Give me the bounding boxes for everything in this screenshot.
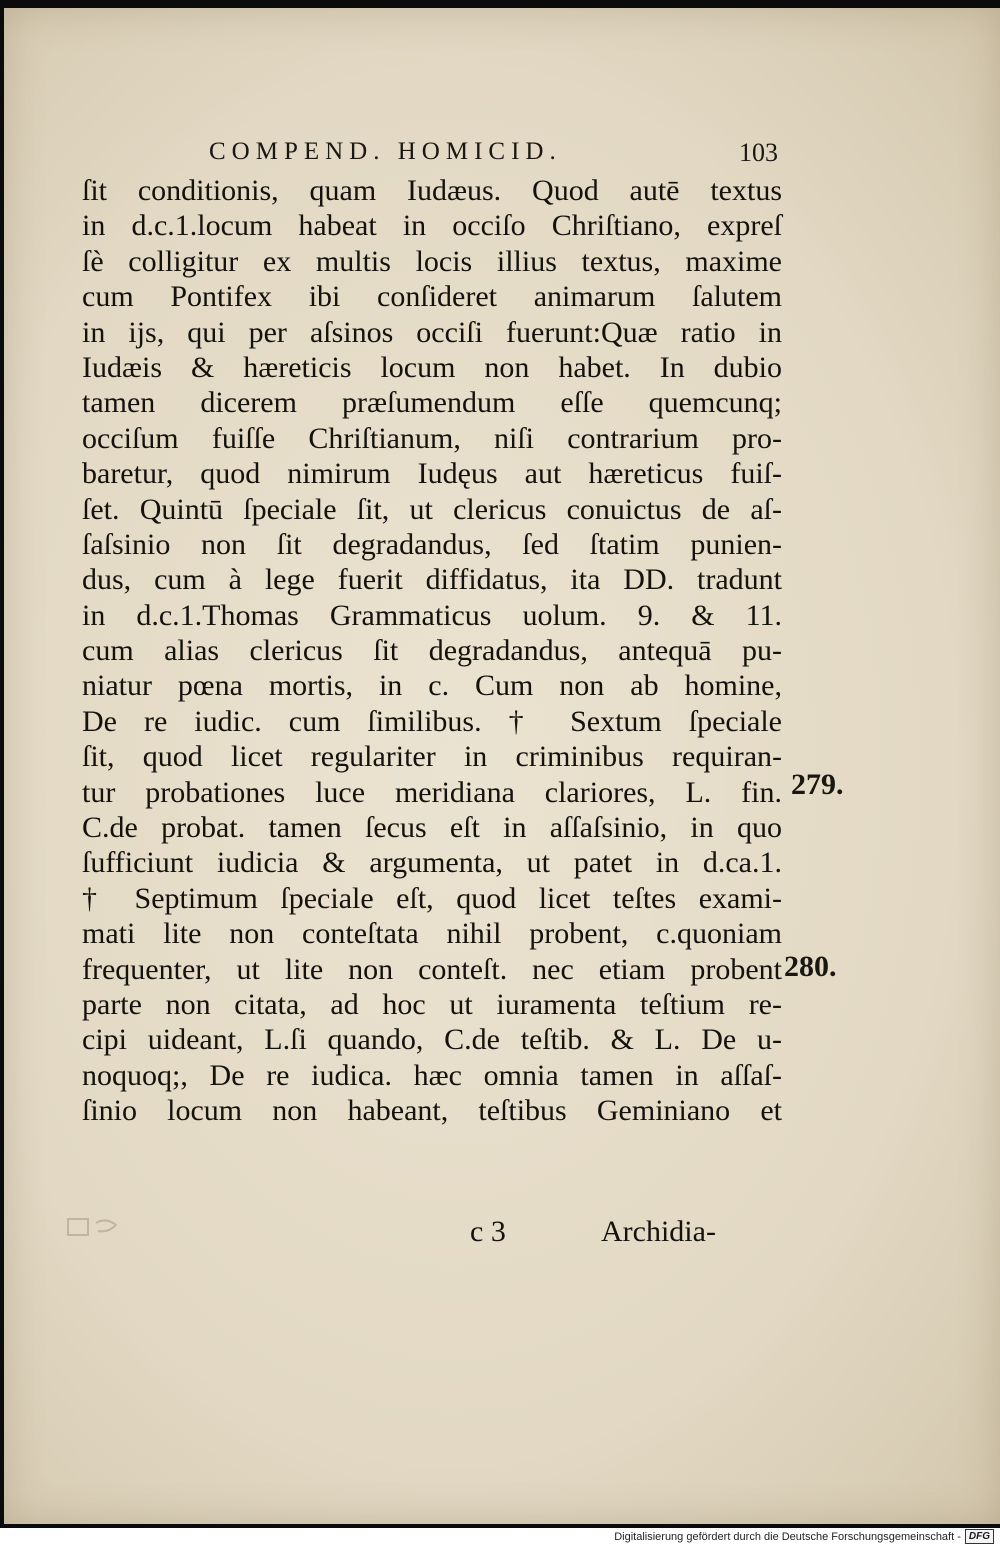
text-line: cum alias clericus ſit degradandus, antequā pu- — [82, 634, 782, 668]
text-line: ſè colligitur ex multis locis illius textus, maxime — [82, 244, 782, 278]
text-line: Iudæis & hæreticis locum non habet. In dubio — [82, 350, 782, 384]
text-line: tamen dicerem præſumendum eſſe quemcunq; — [82, 386, 782, 420]
book-page — [4, 8, 1000, 1524]
text-line: ſaſsinio non ſit degradandus, ſed ſtatim punien- — [82, 527, 782, 561]
text-line: cum Pontifex ibi conſideret animarum ſalutem — [82, 280, 782, 314]
text-line: in d.c.1.locum habeat in occiſo Chriſtiano, expreſ — [82, 209, 782, 243]
text-line: De re iudic. cum ſimilibus. † Sextum ſpeciale — [82, 704, 782, 738]
credit-text: Digitalisierung gefördert durch die Deutsche Forschungsgemeinschaft - — [614, 1530, 961, 1543]
text-line: mati lite non conteſtata nihil probent, c.quoniam — [82, 917, 782, 951]
marginal-note: 280. — [784, 950, 837, 983]
text-line: in d.c.1.Thomas Grammaticus uolum. 9. & 11. — [82, 598, 782, 632]
dfg-logo-icon: DFG — [965, 1529, 994, 1544]
faded-stamp-mark — [66, 1213, 126, 1241]
text-line: ſit conditionis, quam Iudæus. Quod autē textus — [82, 174, 782, 207]
text-line: dus, cum à lege fuerit diffidatus, ita DD. tradunt — [82, 563, 782, 597]
text-line: occiſum fuiſſe Chriſtianum, niſi contrarium pro- — [82, 421, 782, 455]
page-number: 103 — [739, 138, 778, 167]
digitization-credit — [614, 1529, 994, 1544]
text-line: parte non citata, ad hoc ut iuramenta teſtium re- — [82, 987, 782, 1021]
signature-mark: c 3 — [470, 1215, 506, 1248]
body-text — [82, 173, 782, 1129]
text-line: noquoq;, De re iudica. hæc omnia tamen in aſſaſ- — [82, 1058, 782, 1092]
text-line: tur probationes luce meridiana clariores, L. fin. — [82, 775, 782, 809]
text-line: in ijs, qui per aſsinos occiſi fuerunt:Quæ ratio in — [82, 315, 782, 349]
text-line: frequenter, ut lite non conteſt. nec etiam probent — [82, 952, 782, 986]
text-line: † Septimum ſpeciale eſt, quod licet teſtes exami- — [82, 881, 782, 915]
text-line: baretur, quod nimirum Iudęus aut hæreticus fuiſ- — [82, 457, 782, 491]
running-head: COMPEND. HOMICID. — [209, 138, 562, 165]
text-line: cipi uideant, L.ſi quando, C.de teſtib. & L. De u- — [82, 1023, 782, 1057]
text-line: ſinio locum non habeant, teſtibus Geminiano et — [82, 1094, 782, 1128]
catchword: Archidia- — [601, 1215, 716, 1248]
text-line: ſit, quod licet regulariter in criminibus requiran- — [82, 740, 782, 774]
text-line: ſet. Quintū ſpeciale ſit, ut clericus conuictus de aſ- — [82, 492, 782, 526]
text-line: C.de probat. tamen ſecus eſt in aſſaſsinio, in quo — [82, 811, 782, 845]
marginal-note: 279. — [791, 768, 844, 801]
text-line: niatur pœna mortis, in c. Cum non ab homine, — [82, 669, 782, 703]
text-line: ſufficiunt iudicia & argumenta, ut patet in d.ca.1. — [82, 846, 782, 880]
